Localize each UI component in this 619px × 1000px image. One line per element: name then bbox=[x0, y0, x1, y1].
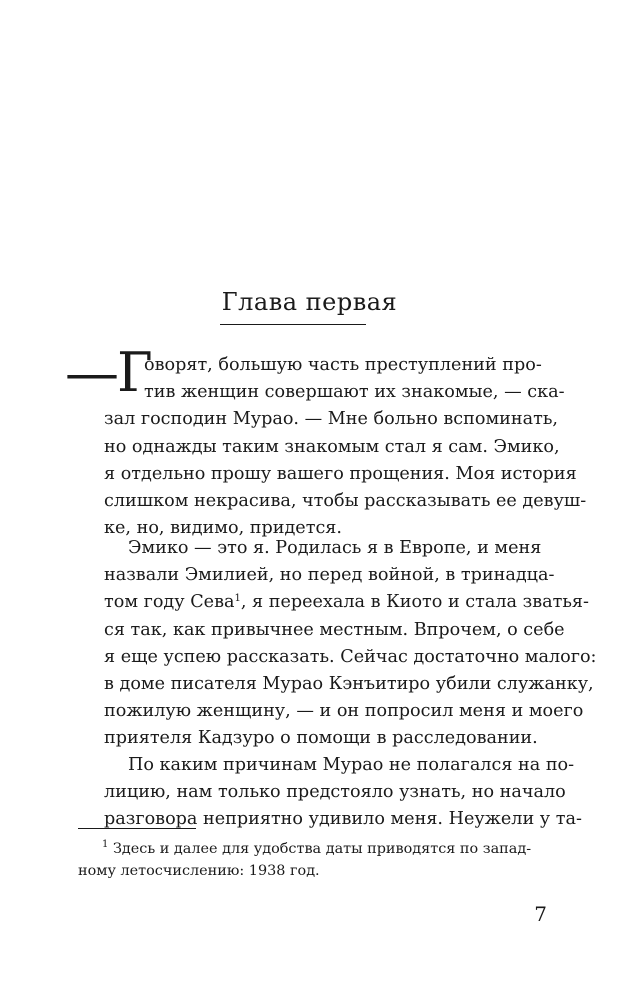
footnote bbox=[78, 838, 532, 882]
text-line: лицию, нам только предстояло узнать, но начало bbox=[104, 782, 566, 803]
text-line: ке, но, видимо, придется. bbox=[104, 518, 342, 539]
footnote-line bbox=[78, 838, 532, 860]
page-number: 7 bbox=[534, 902, 547, 926]
text-line: слишком некрасива, чтобы рассказывать ее девуш- bbox=[104, 490, 587, 511]
dropcap: —Г bbox=[65, 341, 151, 404]
text-fragment: , я переехала в Киото и стала зватья- bbox=[240, 592, 589, 613]
text-line: я отдельно прошу вашего прощения. Моя история bbox=[104, 463, 577, 484]
text-line: зал господин Мурао. — Мне больно вспоминать, bbox=[104, 409, 559, 430]
footnote-reference[interactable]: 1 bbox=[234, 593, 241, 605]
text-line: оворят, большую часть преступлений про- bbox=[144, 355, 542, 375]
paragraph-1 bbox=[65, 341, 587, 552]
text-line: тив женщин совершают их знакомые, — ска- bbox=[144, 382, 565, 403]
footnote-marker: 1 bbox=[102, 839, 109, 850]
text-fragment: том году Сева bbox=[104, 592, 235, 613]
footnote-text: Здесь и далее для удобства даты приводятся по запад- bbox=[108, 841, 532, 857]
chapter-title: Глава первая bbox=[221, 288, 398, 316]
paragraph-1-dropcap-lines bbox=[144, 352, 565, 406]
text-line: но однажды таким знакомым стал я сам. Эмико, bbox=[104, 436, 560, 457]
text-line: назвали Эмилией, но перед войной, в тринадца- bbox=[104, 565, 555, 586]
paragraph-2 bbox=[104, 535, 597, 753]
text-line: пожилую женщину, — и он попросил меня и моего bbox=[104, 701, 584, 722]
chapter-title-underline bbox=[220, 324, 366, 325]
text-line: По каким причинам Мурао не полагался на по- bbox=[128, 755, 575, 775]
footnote-line: ному летосчислению: 1938 год. bbox=[78, 863, 320, 879]
text-line: я еще успею рассказать. Сейчас достаточно малого: bbox=[104, 646, 597, 667]
text-line: приятеля Кадзуро о помощи в расследовании. bbox=[104, 728, 538, 749]
paragraph-3 bbox=[104, 752, 582, 834]
text-line bbox=[104, 589, 589, 616]
text-line: разговора неприятно удивило меня. Неужели у та- bbox=[104, 809, 582, 830]
footnote-divider bbox=[78, 828, 196, 829]
paragraph-1-lines bbox=[104, 406, 587, 542]
text-line: в доме писателя Мурао Кэнъитиро убили служанку, bbox=[104, 673, 594, 694]
text-line: ся так, как привычнее местным. Впрочем, о себе bbox=[104, 619, 565, 640]
text-line: Эмико — это я. Родилась я в Европе, и меня bbox=[128, 538, 542, 558]
